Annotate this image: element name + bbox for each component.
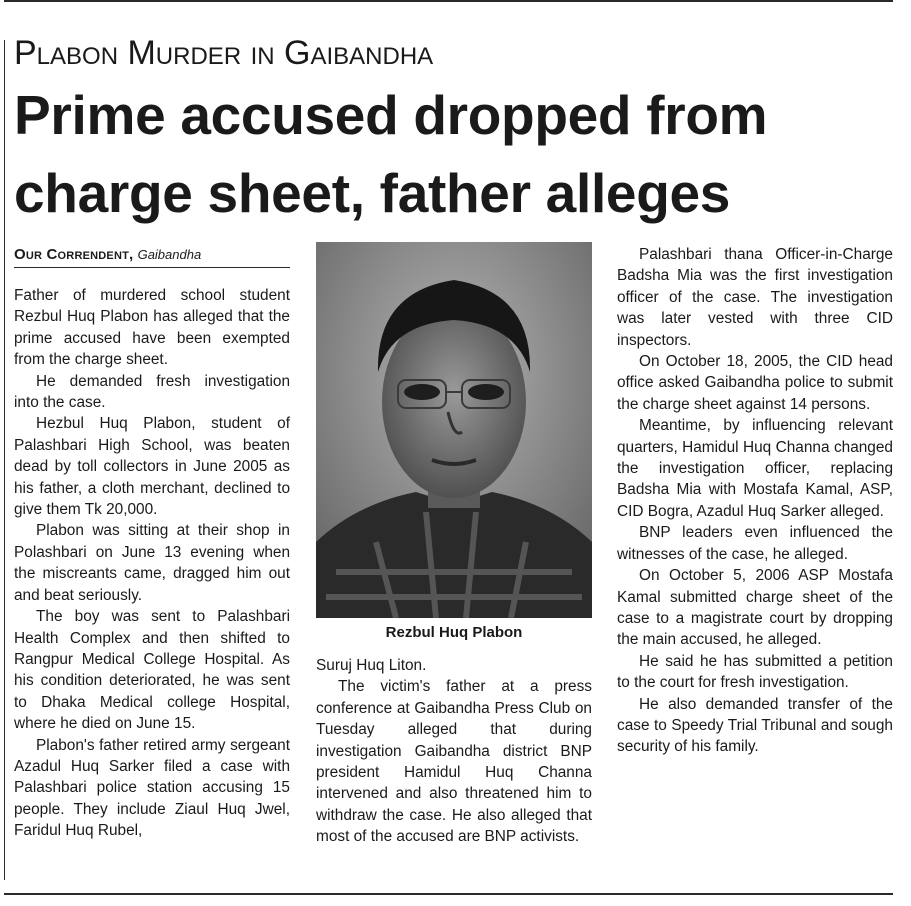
byline-author: Our Correndent, [14,246,134,263]
left-rule [4,40,5,880]
article-column-1 [14,285,290,842]
byline-place: Gaibandha [137,247,202,262]
paragraph: Plabon's father retired army sergeant Azadul Huq Sarker filed a case with Palashbari police station accusing 15 people. They include Ziaul Huq Jwel, Faridul Huq Rubel, [14,736,290,840]
paragraph: He demanded fresh investigation into the case. [14,372,290,412]
article-kicker: Plabon Murder in Gaibandha [14,34,434,72]
paragraph: He also demanded transfer of the case to Speedy Trial Tribunal and sough security of his family. [617,695,893,756]
top-rule [4,0,893,2]
paragraph: Suruj Huq Liton. [316,657,427,674]
article-column-3 [617,244,893,758]
paragraph: He said he has submitted a petition to the court for fresh investigation. [617,652,893,692]
paragraph: The boy was sent to Palashbari Health Complex and then shifted to Rangpur Medical College Hospital. As his condition deteriorated, he was sent to Dhaka Medical college Hospital, where he died on June 15. [14,608,290,733]
portrait-illustration [316,242,592,618]
paragraph: The victim's father at a press conference at Gaibandha Press Club on Tuesday alleged that during investigation Gaibandha district BNP president Hamidul Huq Channa intervened and also threatened him to withdraw the case. He also alleged that most of the accused are BNP activists. [316,678,592,846]
bottom-rule [4,893,893,895]
paragraph: Father of murdered school student Rezbul Huq Plabon has alleged that the prime accused have been exempted from the charge sheet. [14,287,290,369]
paragraph: Plabon was sitting at their shop in Polashbari on June 13 evening when the miscreants came, dragged him out and beat seriously. [14,522,290,604]
paragraph: Hezbul Huq Plabon, student of Palashbari High School, was beaten dead by toll collectors in June 2005 as his father, a cloth merchant, declined to give them Tk 20,000. [14,415,290,519]
portrait-photo [316,242,592,618]
paragraph: Palashbari thana Officer-in-Charge Badsha Mia was the first investigation officer of the case. The investigation was later vested with three CID inspectors. [617,246,893,349]
article-headline: Prime accused dropped from charge sheet, father alleges [14,84,768,224]
paragraph: On October 18, 2005, the CID head office asked Gaibandha police to submit the charge sheet against 14 persons. [617,353,893,413]
photo-caption: Rezbul Huq Plabon [385,624,523,641]
paragraph: BNP leaders even influenced the witnesses of the case, he alleged. [617,524,893,563]
byline [14,246,290,268]
paragraph: Meantime, by influencing relevant quarters, Hamidul Huq Channa changed the investigation officer, replacing Badsha Mia with Mostafa Kamal, ASP, CID Bogra, Azadul Huq Sarker alleged. [617,417,893,520]
article-column-2 [316,655,592,848]
paragraph: On October 5, 2006 ASP Mostafa Kamal submitted charge sheet of the case to a magistrate court by dropping the main accused, he alleged. [617,567,893,649]
